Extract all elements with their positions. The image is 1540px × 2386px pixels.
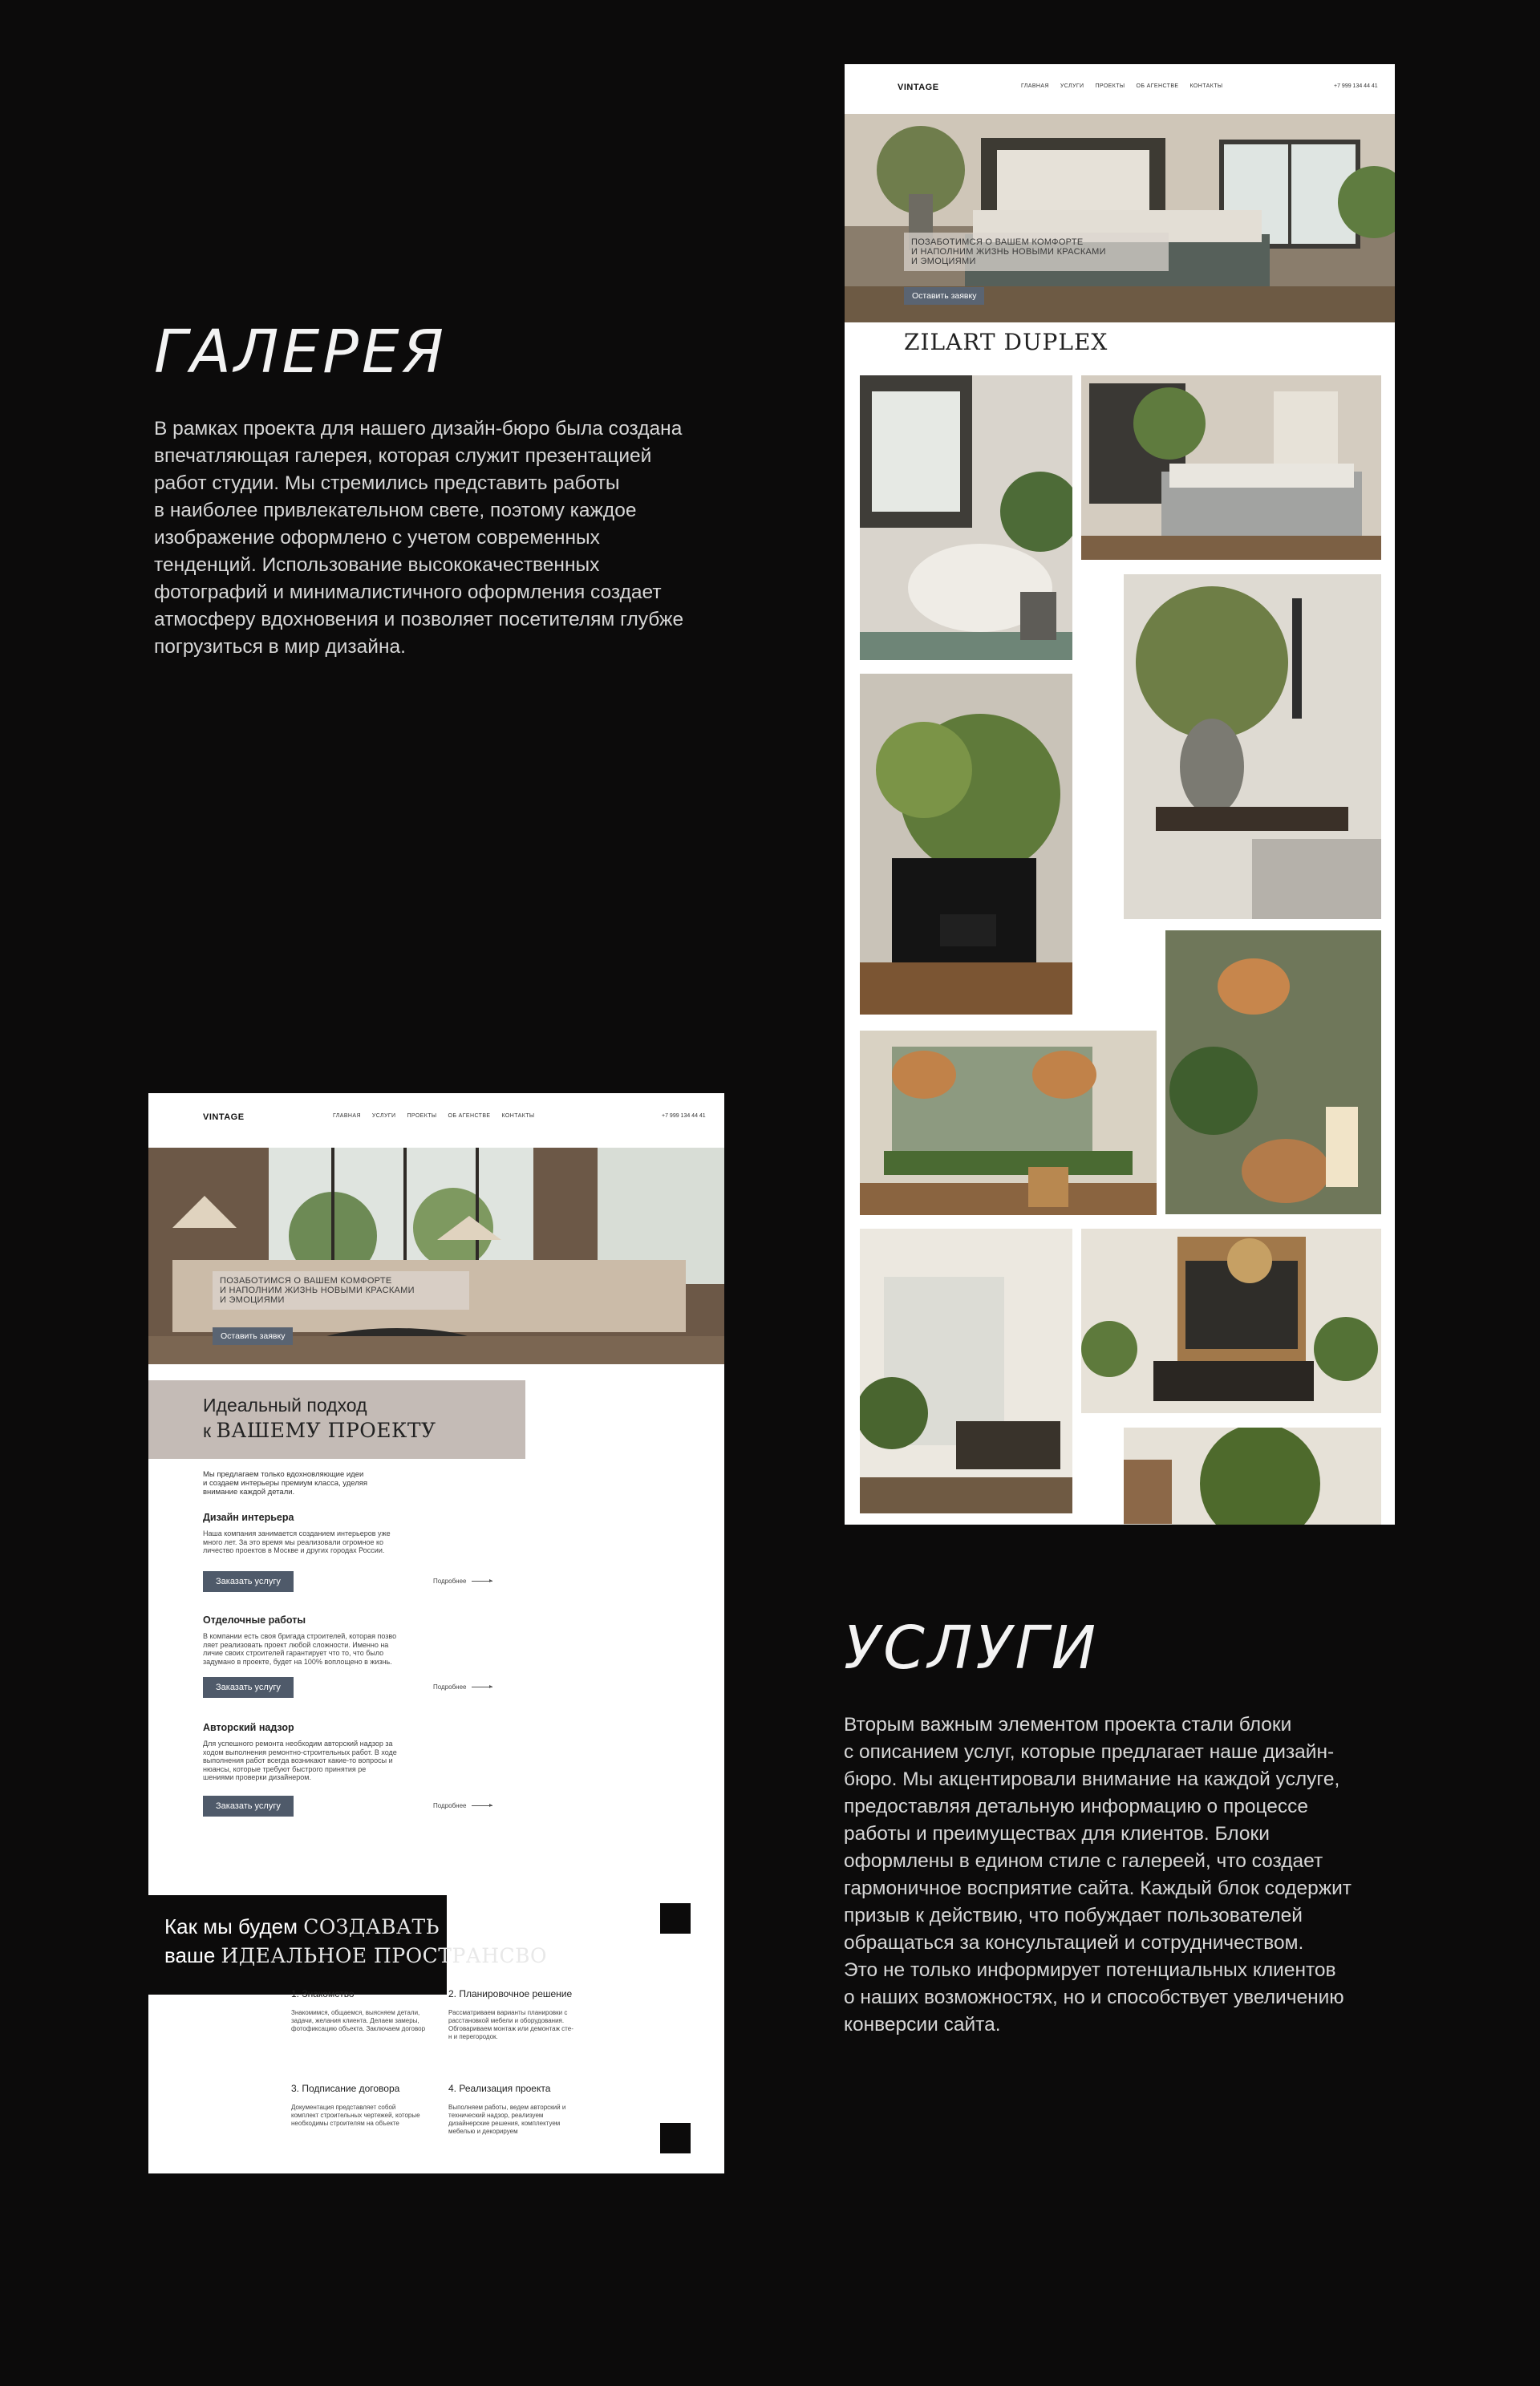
process-heading-line1: Как мы будем СОЗДАВАТЬ bbox=[164, 1914, 440, 1938]
service-title: Авторский надзор bbox=[203, 1722, 294, 1733]
process-step-2 bbox=[448, 1988, 593, 2041]
step-title: 4. Реализация проекта bbox=[448, 2083, 551, 2094]
order-service-button[interactable]: Заказать услугу bbox=[203, 1796, 294, 1817]
arrow-right-icon bbox=[472, 1805, 492, 1806]
nav-item-home[interactable]: ГЛАВНАЯ bbox=[333, 1113, 361, 1119]
site-logo[interactable]: VINTAGE bbox=[203, 1112, 245, 1122]
nav-item-home[interactable]: ГЛАВНАЯ bbox=[1021, 83, 1049, 89]
gallery-heading: ГАЛЕРЕЯ bbox=[154, 318, 448, 387]
service-description: Для успешного ремонта необходим авторский надзор за ходом выполнения ремонтно-строительных работ. В ходе выполнения работ всегда возникают какие-то вопросы и нюансы, которые требуют быстрого принятия ре шениями проверки дизайнером. bbox=[203, 1740, 397, 1781]
services-page-mockup bbox=[148, 1093, 724, 2173]
service-item-interior-design bbox=[203, 1512, 508, 1586]
service-description: В компании есть своя бригада строителей, которая позво ляет реализовать проект любой сложности. Именно на личие своих строителей гарантирует что то, что было задумано в проекте, будет на 100% воплощено в жизнь. bbox=[203, 1632, 397, 1666]
process-heading-line2: ваше ИДЕАЛЬНОЕ ПРОСТРАНСВО bbox=[164, 1943, 548, 1967]
services-intro: Мы предлагаем только вдохновляющие идеи и создаем интерьеры премиум класса, уделяя внимание каждой детали. bbox=[203, 1470, 368, 1497]
nav-item-projects[interactable]: ПРОЕКТЫ bbox=[1095, 83, 1125, 89]
nav-item-contacts[interactable]: КОНТАКТЫ bbox=[1189, 83, 1223, 89]
hero-tagline-box bbox=[904, 233, 1169, 271]
nav-item-services[interactable]: УСЛУГИ bbox=[1060, 83, 1084, 89]
main-nav bbox=[1021, 83, 1222, 89]
site-header bbox=[845, 64, 1395, 112]
step-title: 3. Подписание договора bbox=[291, 2083, 400, 2094]
service-item-supervision bbox=[203, 1722, 508, 1811]
gallery-image-study[interactable] bbox=[1081, 1229, 1381, 1413]
process-step-1 bbox=[291, 1988, 436, 2033]
decorative-square bbox=[660, 2123, 691, 2153]
hero-tagline-box bbox=[213, 1271, 469, 1310]
gallery-image-tree[interactable] bbox=[1124, 1428, 1381, 1525]
process-step-4 bbox=[448, 2083, 593, 2136]
site-header bbox=[148, 1093, 724, 1141]
gallery-description: В рамках проекта для нашего дизайн-бюро была создана впечатляющая галерея, которая служит презентацией работ студии. Мы стремились представить работы в наиболее привлекательном свете, поэтому каждое изображение оформлено с учетом современных тенденций. Использование высококачественных фотографий и минималистичного оформления создает атмосферу вдохновения и позволяет посетителям глубже погрузиться в мир дизайна. bbox=[154, 418, 684, 658]
more-link[interactable]: Подробнее bbox=[433, 1578, 492, 1585]
gallery-image-office-window[interactable] bbox=[860, 1229, 1072, 1513]
service-description: Наша компания занимается созданием интерьеров уже много лет. За это время мы реализовали огромное ко личество проектов в Москве и других городах России. bbox=[203, 1529, 391, 1554]
services-heading: УСЛУГИ bbox=[844, 1614, 1100, 1683]
process-step-3 bbox=[291, 2083, 436, 2128]
nav-item-about[interactable]: ОБ АГЕНСТВЕ bbox=[1136, 83, 1179, 89]
step-title: 1. Знакомство bbox=[291, 1988, 355, 1999]
gallery-image-lamps[interactable] bbox=[1165, 930, 1381, 1214]
nav-item-services[interactable]: УСЛУГИ bbox=[371, 1113, 396, 1119]
order-service-button[interactable]: Заказать услугу bbox=[203, 1571, 294, 1592]
step-description: Документация представляет собой комплект строительных чертежей, которые необходимы строителям на объекте bbox=[291, 2104, 420, 2127]
gallery-image-bedroom[interactable] bbox=[1081, 375, 1381, 560]
gallery-image-vase[interactable] bbox=[1124, 574, 1381, 919]
hero-tagline: ПОЗАБОТИМСЯ О ВАШЕМ КОМФОРТЕ И НАПОЛНИМ ЖИЗНЬ НОВЫМИ КРАСКАМИ И ЭМОЦИЯМИ bbox=[911, 237, 1106, 266]
nav-item-about[interactable]: ОБ АГЕНСТВЕ bbox=[448, 1113, 491, 1119]
gallery-page-mockup bbox=[845, 64, 1395, 1525]
approach-heading-line2: к ВАШЕМУ ПРОЕКТУ bbox=[203, 1419, 436, 1442]
nav-item-contacts[interactable]: КОНТАКТЫ bbox=[501, 1113, 535, 1119]
service-title: Отделочные работы bbox=[203, 1614, 306, 1626]
order-service-button[interactable]: Заказать услугу bbox=[203, 1677, 294, 1698]
main-nav bbox=[333, 1113, 534, 1119]
hero-request-button[interactable]: Оставить заявку bbox=[904, 287, 984, 305]
more-link[interactable]: Подробнее bbox=[433, 1683, 492, 1691]
approach-heading-line1: Идеальный подход bbox=[203, 1395, 367, 1416]
approach-heading-accent: ВАШЕМУ ПРОЕКТУ bbox=[216, 1419, 436, 1442]
step-title: 2. Планировочное решение bbox=[448, 1988, 573, 1999]
nav-item-projects[interactable]: ПРОЕКТЫ bbox=[407, 1113, 437, 1119]
service-title: Дизайн интерьера bbox=[203, 1512, 294, 1523]
step-description: Выполняем работы, ведем авторский и технический надзор, реализуем дизайнерские решения, комплектуем мебелью и декорируем bbox=[448, 2104, 566, 2135]
gallery-image-piano[interactable] bbox=[860, 674, 1072, 1015]
services-description: Вторым важным элементом проекта стали блоки с описанием услуг, которые предлагает наше дизайн- бюро. Мы акцентировали внимание на каждой услуге, предоставляя детальную информацию о процессе работы и преимуществах для клиентов. Блоки оформлены в едином стиле с галереей, что создает гармоничное восприятие сайта. Каждый блок содержит призыв к действию, что побуждает пользователей обращаться за консультацией и сотрудничеством. Это не только информирует потенциальных клиентов о наших возможностях, но и способствует увеличению конверсии сайта. bbox=[844, 1714, 1352, 2036]
more-link[interactable]: Подробнее bbox=[433, 1802, 492, 1809]
site-phone[interactable]: +7 999 134 44 41 bbox=[662, 1113, 706, 1119]
gallery-image-window-bench[interactable] bbox=[860, 1031, 1157, 1215]
step-description: Рассматриваем варианты планировки с расстановкой мебели и оборудования. Обговариваем монтаж или демонтаж сте- н и перегородок. bbox=[448, 2009, 573, 2040]
step-description: Знакомимся, общаемся, выясняем детали, задачи, желания клиента. Делаем замеры, фотофиксацию объекта. Заключаем договор bbox=[291, 2009, 426, 2032]
gallery-image-armchair[interactable] bbox=[860, 375, 1072, 660]
arrow-right-icon bbox=[472, 1581, 492, 1582]
service-item-finishing bbox=[203, 1614, 508, 1692]
site-logo[interactable]: VINTAGE bbox=[898, 83, 939, 92]
approach-heading-block bbox=[148, 1380, 525, 1459]
site-phone[interactable]: +7 999 134 44 41 bbox=[1334, 83, 1378, 89]
project-title: ZILART DUPLEX bbox=[904, 329, 1108, 355]
decorative-square bbox=[660, 1903, 691, 1934]
hero-request-button[interactable]: Оставить заявку bbox=[213, 1327, 293, 1345]
hero-tagline: ПОЗАБОТИМСЯ О ВАШЕМ КОМФОРТЕ И НАПОЛНИМ ЖИЗНЬ НОВЫМИ КРАСКАМИ И ЭМОЦИЯМИ bbox=[220, 1276, 415, 1305]
